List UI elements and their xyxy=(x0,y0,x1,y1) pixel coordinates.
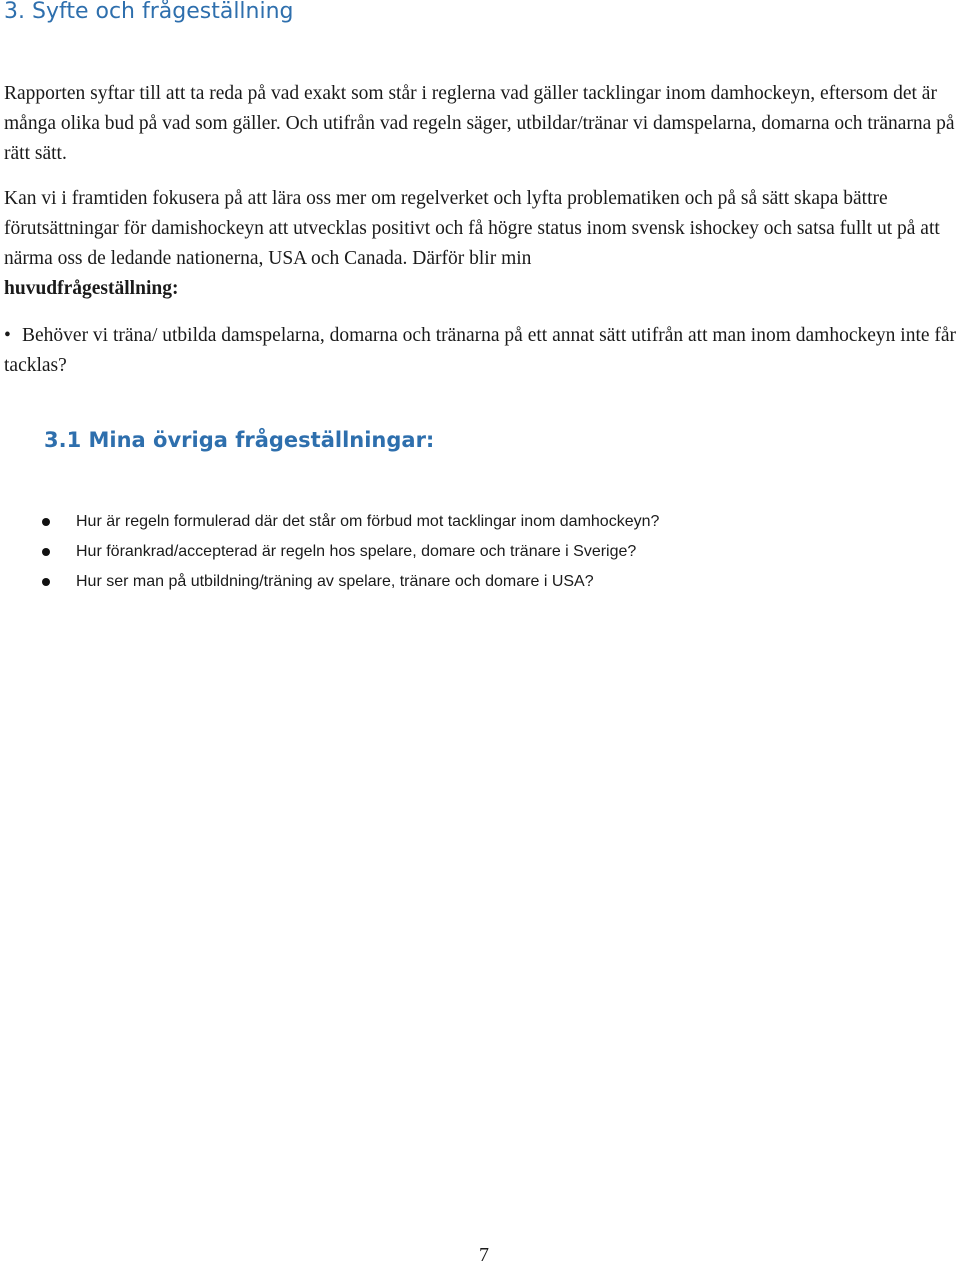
main-question-bullet: • xyxy=(4,325,11,346)
main-question-text: Behöver vi träna/ utbilda damspelarna, domarna och tränarna på ett annat sätt utifrån att man inom damhockeyn inte får tacklas? xyxy=(4,325,957,376)
bullet-icon xyxy=(42,548,50,556)
purpose-paragraph: Rapporten syftar till att ta reda på vad exakt som står i reglerna vad gäller tacklingar inom damhockeyn, eftersom det är många olika bud på vad som gäller. Och utifrån vad regeln säger, utbildar/tränar vi damspelarna, domarna och tränarna på rätt sätt. xyxy=(4,83,955,164)
main-question-label: huvudfrågeställning: xyxy=(4,278,179,299)
bullet-icon xyxy=(42,518,50,526)
list-item-text: Hur ser man på utbildning/träning av spelare, tränare och domare i USA? xyxy=(76,573,594,590)
section-heading: 3. Syfte och frågeställning xyxy=(4,0,294,24)
bullet-icon xyxy=(42,578,50,586)
main-question xyxy=(4,321,960,381)
subsection-heading: 3.1 Mina övriga frågeställningar: xyxy=(44,428,435,452)
list-item-text: Hur är regeln formulerad där det står om förbud mot tacklingar inom damhockeyn? xyxy=(76,513,660,530)
page-number: 7 xyxy=(479,1244,489,1266)
list-item-text: Hur förankrad/accepterad är regeln hos spelare, domare och tränare i Sverige? xyxy=(76,543,637,560)
future-paragraph xyxy=(4,184,960,304)
future-paragraph-text: Kan vi i framtiden fokusera på att lära oss mer om regelverket och lyfta problematiken och på så sätt skapa bättre förutsättningar för damishockeyn att utvecklas positivt och få högre status inom svensk ishockey och satsa fullt ut på att närma oss de ledande nationerna, USA och Canada. Därför blir min xyxy=(4,188,940,269)
